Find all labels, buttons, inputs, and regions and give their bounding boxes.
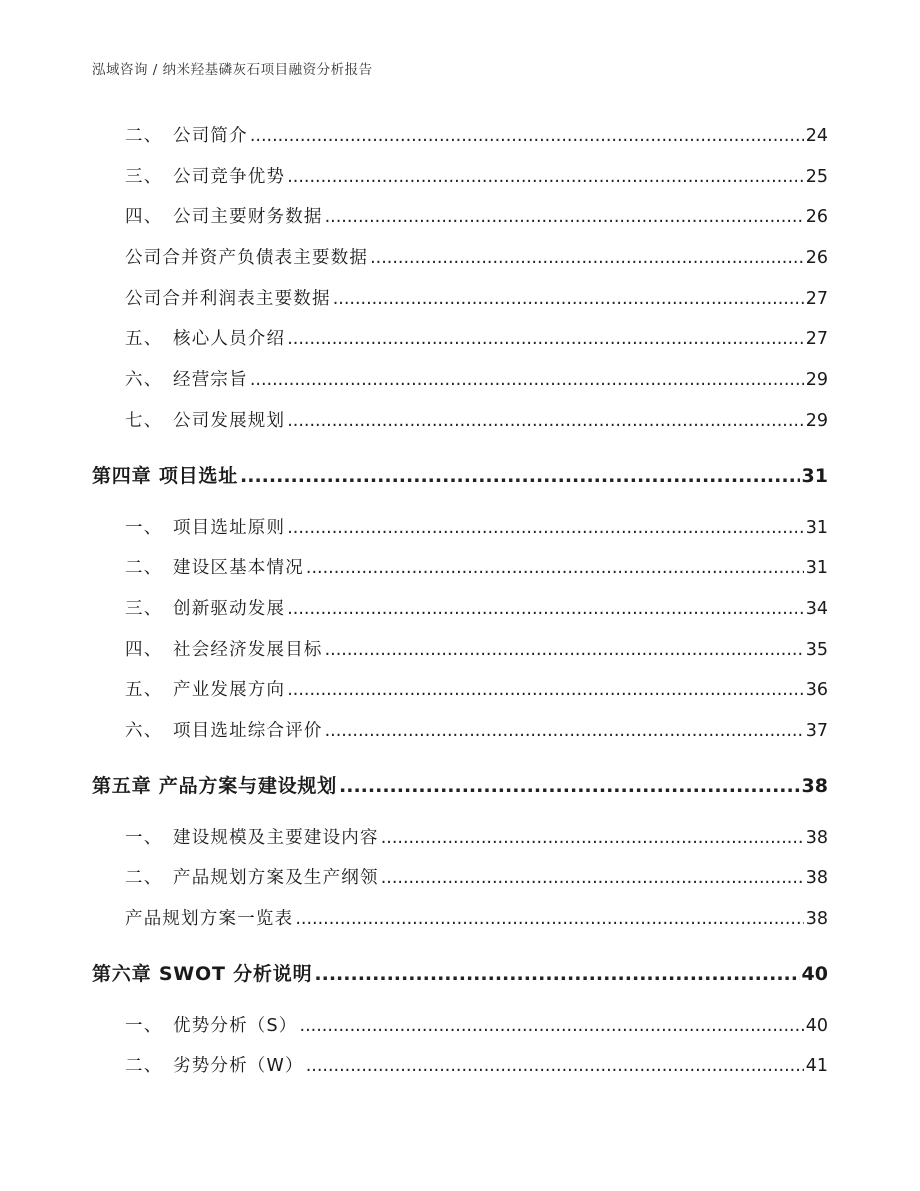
- toc-chapter-entry[interactable]: [92, 949, 828, 999]
- toc-entry-number: 一、: [125, 827, 163, 848]
- toc-page-number: 31: [801, 464, 828, 487]
- toc-page-number: 26: [805, 207, 828, 228]
- toc-entry-number: 六、: [125, 720, 163, 741]
- toc-entry-label: [92, 548, 304, 589]
- toc-entry-label: [92, 279, 331, 320]
- toc-entry-label: [92, 630, 323, 671]
- toc-page-number: 34: [805, 598, 828, 619]
- toc-entry-number: 三、: [125, 598, 163, 619]
- toc-page-number: 40: [801, 962, 828, 985]
- toc-entry-number: 一、: [125, 517, 163, 538]
- toc-section-entry[interactable]: [92, 401, 828, 442]
- toc-page-number: 41: [805, 1056, 828, 1077]
- toc-entry-number: 四、: [125, 207, 163, 228]
- toc-leader-dots: [287, 508, 804, 549]
- toc-page-number: 31: [805, 558, 828, 579]
- toc-section-entry[interactable]: [92, 197, 828, 238]
- toc-section-entry[interactable]: [92, 899, 828, 940]
- toc-entry-number: 一、: [125, 1015, 163, 1036]
- table-of-contents: [92, 116, 828, 1087]
- toc-section-entry[interactable]: [92, 818, 828, 859]
- toc-entry-number: 二、: [125, 1056, 163, 1077]
- toc-page-number: 38: [801, 774, 828, 797]
- toc-entry-label: [92, 157, 285, 198]
- toc-page-number: 40: [805, 1015, 828, 1036]
- toc-entry-label: [92, 761, 337, 811]
- toc-section-entry[interactable]: [92, 279, 828, 320]
- toc-entry-title: 核心人员介绍: [173, 329, 286, 350]
- toc-page-number: 37: [805, 720, 828, 741]
- toc-entry-title: 公司发展规划: [173, 410, 286, 431]
- toc-leader-dots: [287, 401, 804, 442]
- toc-page-number: 36: [805, 680, 828, 701]
- toc-section-entry[interactable]: [92, 157, 828, 198]
- toc-entry-title: 产品规划方案一览表: [125, 909, 294, 929]
- toc-entry-title: 社会经济发展目标: [173, 639, 323, 660]
- toc-section-entry[interactable]: [92, 630, 828, 671]
- toc-entry-label: [92, 1006, 298, 1047]
- toc-entry-label: [92, 508, 285, 549]
- toc-entry-label: [92, 818, 379, 859]
- toc-entry-number: 六、: [125, 370, 163, 391]
- toc-section-entry[interactable]: [92, 711, 828, 752]
- toc-page-number: 35: [805, 639, 828, 660]
- toc-leader-dots: [240, 451, 800, 501]
- toc-leader-dots: [300, 1006, 804, 1047]
- toc-section-entry[interactable]: [92, 858, 828, 899]
- toc-entry-title: 项目选址原则: [173, 517, 286, 538]
- toc-leader-dots: [287, 319, 804, 360]
- toc-page-number: 29: [805, 410, 828, 431]
- toc-chapter-entry[interactable]: [92, 451, 828, 501]
- toc-leader-dots: [381, 818, 804, 859]
- toc-leader-dots: [333, 279, 804, 320]
- toc-entry-number: 二、: [125, 126, 163, 146]
- toc-entry-title: 第四章 项目选址: [92, 464, 239, 487]
- toc-entry-number: 五、: [125, 680, 163, 701]
- toc-section-entry[interactable]: [92, 319, 828, 360]
- toc-entry-label: [92, 451, 238, 501]
- toc-page-number: 38: [805, 868, 828, 889]
- toc-leader-dots: [250, 360, 804, 401]
- toc-leader-dots: [250, 116, 804, 157]
- toc-entry-number: 二、: [125, 868, 163, 889]
- toc-entry-title: 公司合并利润表主要数据: [125, 288, 331, 309]
- toc-page-number: 25: [805, 166, 828, 187]
- toc-entry-label: [92, 711, 323, 752]
- toc-section-entry[interactable]: [92, 116, 828, 157]
- toc-entry-label: [92, 238, 368, 279]
- toc-page-number: 31: [805, 517, 828, 538]
- toc-section-entry[interactable]: [92, 548, 828, 589]
- toc-entry-label: [92, 589, 285, 630]
- toc-page-number: 27: [805, 329, 828, 350]
- toc-leader-dots: [325, 197, 804, 238]
- toc-page-number: 38: [805, 827, 828, 848]
- toc-page-number: 38: [805, 909, 828, 929]
- toc-entry-title: 经营宗旨: [173, 370, 248, 391]
- toc-entry-title: 公司竞争优势: [173, 166, 286, 187]
- toc-entry-title: 建设区基本情况: [173, 558, 304, 579]
- toc-page-number: 24: [805, 126, 828, 146]
- toc-leader-dots: [325, 711, 804, 752]
- toc-leader-dots: [325, 630, 804, 671]
- toc-entry-title: 创新驱动发展: [173, 598, 286, 619]
- toc-entry-title: 建设规模及主要建设内容: [173, 827, 379, 848]
- toc-entry-number: 二、: [125, 558, 163, 579]
- toc-leader-dots: [314, 949, 799, 999]
- toc-leader-dots: [287, 157, 804, 198]
- toc-page-number: 29: [805, 370, 828, 391]
- toc-entry-label: [92, 197, 323, 238]
- toc-entry-title: 优势分析（S）: [173, 1015, 298, 1036]
- running-header: 泓域咨询 / 纳米羟基磷灰石项目融资分析报告: [92, 62, 373, 78]
- toc-section-entry[interactable]: [92, 589, 828, 630]
- toc-entry-number: 四、: [125, 639, 163, 660]
- toc-section-entry[interactable]: [92, 1006, 828, 1047]
- toc-leader-dots: [287, 670, 804, 711]
- toc-entry-number: 七、: [125, 410, 163, 431]
- toc-section-entry[interactable]: [92, 670, 828, 711]
- toc-entry-label: [92, 401, 285, 442]
- toc-leader-dots: [339, 761, 800, 811]
- toc-entry-number: 五、: [125, 329, 163, 350]
- toc-entry-label: [92, 858, 379, 899]
- toc-entry-title: 公司简介: [173, 126, 248, 146]
- toc-entry-title: 公司主要财务数据: [173, 207, 323, 228]
- toc-leader-dots: [295, 899, 803, 940]
- toc-leader-dots: [370, 238, 804, 279]
- toc-entry-label: [92, 319, 285, 360]
- toc-section-entry[interactable]: [92, 360, 828, 401]
- toc-section-entry[interactable]: [92, 508, 828, 549]
- toc-entry-label: [92, 360, 248, 401]
- toc-entry-title: 产品规划方案及生产纲领: [173, 868, 379, 889]
- toc-entry-number: 三、: [125, 166, 163, 187]
- toc-section-entry[interactable]: [92, 238, 828, 279]
- toc-entry-label: [92, 670, 285, 711]
- toc-entry-title: 公司合并资产负债表主要数据: [125, 248, 369, 269]
- toc-chapter-entry[interactable]: [92, 761, 828, 811]
- toc-entry-title: 产业发展方向: [173, 680, 286, 701]
- toc-leader-dots: [306, 1046, 804, 1087]
- toc-page-number: 26: [805, 248, 828, 269]
- toc-entry-title: 第五章 产品方案与建设规划: [92, 774, 338, 797]
- toc-leader-dots: [306, 548, 804, 589]
- toc-entry-title: 第六章 SWOT 分析说明: [92, 962, 313, 985]
- toc-entry-title: 劣势分析（W）: [173, 1056, 304, 1077]
- toc-leader-dots: [381, 858, 804, 899]
- toc-entry-label: [92, 116, 248, 157]
- toc-section-entry[interactable]: [92, 1046, 828, 1087]
- toc-entry-label: [92, 1046, 304, 1087]
- toc-page-number: 27: [805, 288, 828, 309]
- toc-leader-dots: [287, 589, 804, 630]
- toc-entry-label: [92, 899, 293, 940]
- toc-entry-label: [92, 949, 312, 999]
- toc-entry-title: 项目选址综合评价: [173, 720, 323, 741]
